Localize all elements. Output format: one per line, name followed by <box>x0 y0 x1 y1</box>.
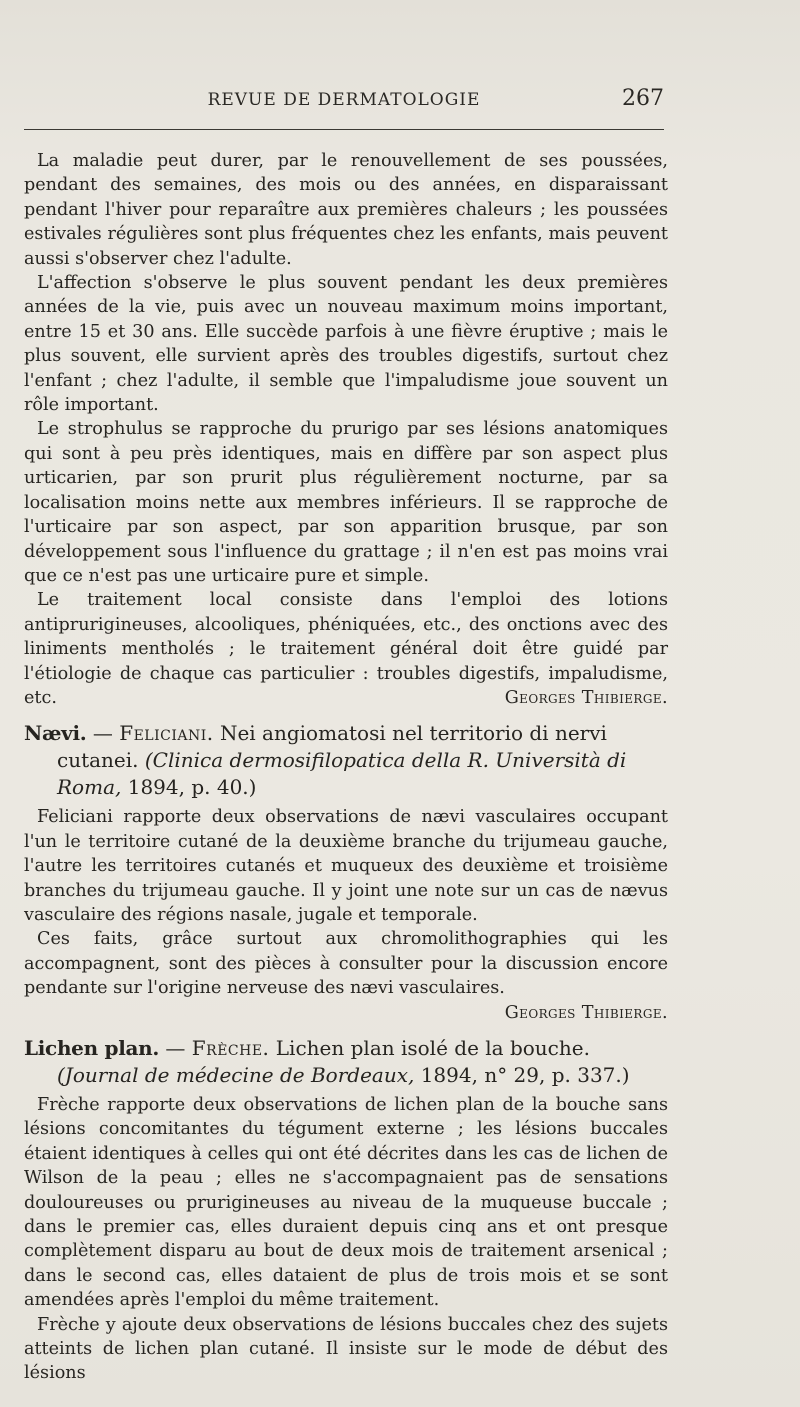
paragraph: Feliciani rapporte deux observations de nævi vasculaires occupant l'un le territoire cutané de la deuxième branche du trijumeau gauche, l'autre les territoires cutanés et muqueux des deuxième et troisième branches du trijumeau gauche. Il y joint une note sur un cas de nævus vasculaire des régions nasale, jugale et temporale. <box>24 807 668 925</box>
heading-dash: — <box>159 1036 192 1060</box>
paragraph: L'affection s'observe le plus souvent pendant les deux premières années de la vie, puis avec un nouveau maximum moins important, entre 15 et 30 ans. Elle succède parfois à une fièvre éruptive ; mais le plus souvent, elle survient après des troubles digestifs, surtout chez l'enfant ; chez l'adulte, il semble que l'impaludisme joue souvent un rôle important. <box>24 273 668 416</box>
running-title: REVUE DE DERMATOLOGIE <box>207 90 481 110</box>
entry-source: (Clinica dermosifilopatica della R. Università di Roma, <box>57 748 627 800</box>
paragraph: La maladie peut durer, par le renouvellement de ses poussées, pendant des semaines, des mois ou des années, en disparaissant pendant l'hiver pour reparaître aux premières chaleurs ; les poussées estivales régulières sont plus fréquentes chez les enfants, mais peuvent aussi s'observer chez l'adulte. <box>24 151 668 269</box>
entry-title: Lichen plan isolé de la bouche. <box>269 1036 590 1060</box>
header-rule <box>24 129 664 130</box>
heading-dash: — <box>86 721 120 746</box>
entry-author: Feliciani. <box>119 721 214 746</box>
page-number: 267 <box>622 86 664 111</box>
paragraph <box>24 927 668 1023</box>
paragraph <box>24 588 668 710</box>
entry-details: 1894, p. 40.) <box>121 775 257 800</box>
entry-topic: Nævi. <box>24 721 87 746</box>
author-signature: Georges Thibierge. <box>504 687 668 708</box>
paragraph: Frèche rapporte deux observations de lichen plan de la bouche sans lésions concomitantes du tégument externe ; les lésions buccales étaient identiques à celles qui ont été décrites dans les cas de lichen de Wilson de la peau ; elles ne s'accompagnaient pas de sensations douloureuses ou prurigineuses au niveau de la muqueuse buccale ; dans le premier cas, elles duraient depuis cinq ans et ont presque complètement disparu au bout de deux mois de traitement arsenical ; dans le second cas, elles dataient de plus de trois mois et se sont amendées après l'emploi du même traitement. <box>24 1095 668 1311</box>
entry-author: Frèche. <box>191 1036 270 1060</box>
paragraph-text: Le traitement local consiste dans l'emploi des lotions antiprurigineuses, alcooliques, phéniquées, etc., des onctions avec des liniments mentholés ; le traitement général doit être guidé par l'étiologie de chaque cas particulier : troubles digestifs, impaludisme, etc. <box>24 590 668 708</box>
entry-lichen-plan <box>24 1035 668 1386</box>
entry-details: 1894, n° 29, p. 337.) <box>414 1063 630 1087</box>
paragraph-text: Ces faits, grâce surtout aux chromolithographies qui les accompagnent, sont des pièces à consulter pour la discussion encore pendante sur l'origine nerveuse des nævi vasculaires. <box>24 929 668 999</box>
paragraph: Le strophulus se rapproche du prurigo par ses lésions anatomiques qui sont à peu près identiques, mais en diffère par son aspect plus urticarien, par son prurit plus régulièrement nocturne, par sa localisation moins nette aux membres inférieurs. Il se rapproche de l'urticaire par son aspect, par son apparition brusque, par son développement sous l'influence du grattage ; il n'en est pas moins vrai que ce n'est pas une urticaire pure et simple. <box>24 419 668 586</box>
author-signature: Georges Thibierge. <box>504 1002 668 1023</box>
entry-title: Nei angiomatosi nel territorio di nervi cutanei. <box>57 721 607 773</box>
page-body <box>24 149 668 1386</box>
running-header <box>24 86 664 120</box>
entry-heading <box>24 720 668 801</box>
entry-naevi <box>24 720 668 1025</box>
entry-heading <box>24 1035 668 1089</box>
entry-topic: Lichen plan. <box>24 1036 160 1060</box>
paragraph: Frèche y ajoute deux observations de lésions buccales chez des sujets atteints de lichen plan cutané. Il insiste sur le mode de début des lésions <box>24 1314 668 1384</box>
entry-source: (Journal de médecine de Bordeaux, <box>57 1063 415 1087</box>
strophulus-continuation <box>24 149 668 710</box>
